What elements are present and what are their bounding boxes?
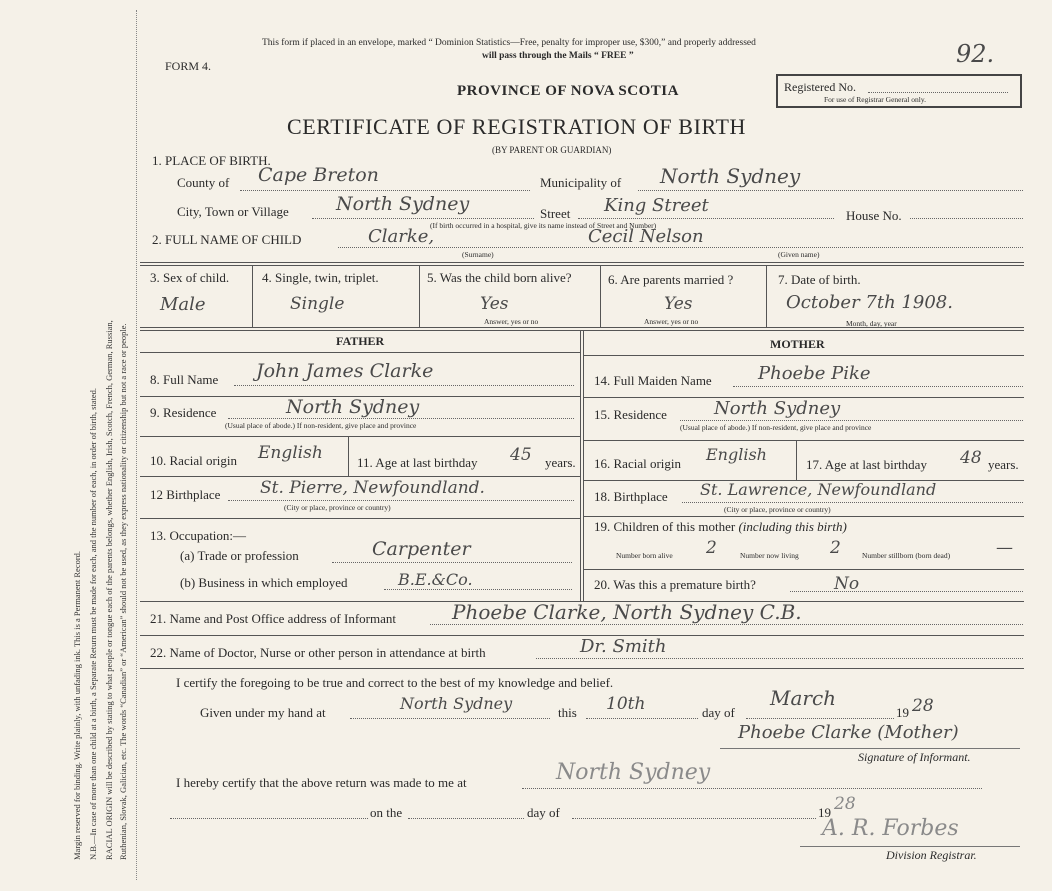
born-alive-value: Yes <box>480 294 509 314</box>
rule-row3-top-2 <box>140 265 1024 266</box>
margin-binding-note: Margin reserved for binding. Write plainly, with unfading ink. This is a Permanent Record. <box>72 550 82 860</box>
children-note: (including this birth) <box>738 519 847 534</box>
rule-attendant <box>140 668 1024 669</box>
registrar-only-note: For use of Registrar General only. <box>824 95 926 104</box>
mother-age-years: years. <box>988 457 1019 472</box>
registrar-day-of: day of <box>527 805 560 820</box>
given-place: North Sydney <box>400 694 513 713</box>
mother-birthplace-caption: (City or place, province or country) <box>724 505 831 514</box>
given-caption: (Given name) <box>778 250 820 259</box>
rule-father-head <box>140 352 580 353</box>
this-day: 10th <box>606 694 646 714</box>
father-name-line <box>234 385 574 386</box>
father-birthplace-caption: (City or place, province or country) <box>284 503 391 512</box>
day-of-label: day of <box>702 705 735 720</box>
sex-label: 3. Sex of child. <box>150 270 230 285</box>
municipality-label: Municipality of <box>540 175 622 190</box>
attendant-label: 22. Name of Doctor, Nurse or other person in attendance at birth <box>150 645 486 660</box>
surname-caption: (Surname) <box>462 250 494 259</box>
mother-residence-label: 15. Residence <box>594 407 667 422</box>
trade-label: (a) Trade or profession <box>180 548 299 563</box>
place-of-birth-label: 1. PLACE OF BIRTH. <box>152 153 271 168</box>
this-day-line <box>586 718 698 719</box>
mother-heading: MOTHER <box>770 337 825 351</box>
father-residence-label: 9. Residence <box>150 405 217 420</box>
rule-row3-v3 <box>600 265 601 327</box>
sheet-number: 92. <box>956 40 995 68</box>
informant-signature-line <box>720 748 1020 749</box>
rule-center-1 <box>580 330 581 601</box>
rule-row3-bottom <box>140 327 1024 328</box>
business-value: B.E.&Co. <box>398 570 473 589</box>
dob-caption: Month, day, year <box>846 319 897 328</box>
month-line <box>746 718 894 719</box>
rule-father-age-sep <box>348 436 349 476</box>
dob-value: October 7th 1908. <box>786 292 953 313</box>
rule-row3-v1 <box>252 265 253 327</box>
rule-row3-v4 <box>766 265 767 327</box>
mother-birthplace-line <box>682 502 1023 503</box>
mail-notice-line1: This form if placed in an envelope, marked “ Dominion Statistics—Free, penalty for improper use, $300,” and properly addressed <box>262 38 756 48</box>
informant-label: 21. Name and Post Office address of Informant <box>150 611 396 626</box>
child-name-label: 2. FULL NAME OF CHILD <box>152 232 302 247</box>
born-alive-label: 5. Was the child born alive? <box>427 270 572 285</box>
margin-nb-note: N.B.—In case of more than one child at a birth, a Separate Return must be made for each, and the number of each, in order of birth, stated. <box>88 387 98 860</box>
city-line <box>312 218 534 219</box>
mother-name: Phoebe Pike <box>758 363 871 384</box>
county-line <box>240 190 530 191</box>
mail-notice-line2: will pass through the Mails “ FREE ” <box>482 51 634 61</box>
registrar-caption: Division Registrar. <box>886 848 977 862</box>
premature-value: No <box>834 574 860 594</box>
father-birthplace-line <box>228 500 574 501</box>
born-alive-count: 2 <box>706 538 717 558</box>
father-birthplace-label: 12 Birthplace <box>150 487 221 502</box>
father-birthplace: St. Pierre, Newfoundland. <box>260 478 485 498</box>
father-age-label: 11. Age at last birthday <box>357 455 478 470</box>
father-residence-caption: (Usual place of abode.) If non-resident, give place and province <box>225 421 417 430</box>
registrar-year-prefix: 19 <box>818 805 831 820</box>
mother-age: 48 <box>960 448 982 468</box>
county-label: County of <box>177 175 230 190</box>
this-label: this <box>558 705 577 720</box>
registered-line <box>868 92 1008 93</box>
city-value: North Sydney <box>336 193 470 215</box>
year-prefix: 19 <box>896 705 909 720</box>
registrar-place-line <box>522 788 982 789</box>
house-label: House No. <box>846 208 902 223</box>
certify-statement: I certify the foregoing to be true and correct to the best of my knowledge and belief. <box>176 675 614 690</box>
informant-line <box>430 624 1023 625</box>
margin-racial-note-1: RACIAL ORIGIN will be described by stating to what people or tongue each of the parents belongs, whether English, Irish, Scotch, French, German, Russian, <box>104 320 114 860</box>
trade-value: Carpenter <box>372 538 471 560</box>
rule-father-2 <box>140 436 580 437</box>
rule-mother-2 <box>583 440 1024 441</box>
father-name: John James Clarke <box>256 360 434 382</box>
father-age: 45 <box>510 445 532 465</box>
margin-racial-note-2: Ruthenian, Slovak, Galician, etc. The words “Canadian” or “American” should not be used, as they express nationality or citizenship but not a race or people. <box>118 323 128 860</box>
dob-label: 7. Date of birth. <box>778 272 861 287</box>
informant-signature-caption: Signature of Informant. <box>858 750 971 764</box>
premature-line <box>790 591 1023 592</box>
rule-mother-4 <box>583 516 1024 517</box>
single-twin-value: Single <box>290 294 345 314</box>
rule-mother-head <box>583 355 1024 356</box>
father-residence-line <box>228 418 574 419</box>
mother-name-label: 14. Full Maiden Name <box>594 373 712 388</box>
registered-label: Registered No. <box>784 80 856 94</box>
registrar-place: North Sydney <box>556 760 711 785</box>
certificate-subtitle: (BY PARENT OR GUARDIAN) <box>492 145 612 155</box>
street-label: Street <box>540 206 571 221</box>
child-given-name: Cecil Nelson <box>588 226 704 247</box>
single-twin-label: 4. Single, twin, triplet. <box>262 270 379 285</box>
mother-birthplace: St. Lawrence, Newfoundland <box>700 480 937 499</box>
father-residence: North Sydney <box>286 396 420 418</box>
stillborn-count-label: Number stillborn (born dead) <box>862 551 951 560</box>
father-name-label: 8. Full Name <box>150 372 219 387</box>
city-label: City, Town or Village <box>177 204 289 219</box>
given-under-label: Given under my hand at <box>200 705 326 720</box>
registrar-on-the: on the <box>370 805 403 820</box>
father-heading: FATHER <box>336 334 385 348</box>
born-alive-count-label: Number born alive <box>616 551 673 560</box>
registrar-signature: A. R. Forbes <box>822 816 959 841</box>
mother-name-line <box>733 386 1023 387</box>
father-age-years: years. <box>545 455 576 470</box>
form-number: FORM 4. <box>165 59 212 73</box>
rule-center-2 <box>583 330 584 601</box>
mother-age-label: 17. Age at last birthday <box>806 457 927 472</box>
mother-residence-caption: (Usual place of abode.) If non-resident, give place and province <box>680 423 872 432</box>
municipality-value: North Sydney <box>660 164 801 188</box>
premature-label: 20. Was this a premature birth? <box>594 577 756 592</box>
mother-birthplace-label: 18. Birthplace <box>594 489 668 504</box>
registrar-signature-line <box>800 846 1020 847</box>
born-alive-caption: Answer, yes or no <box>484 317 539 326</box>
sex-value: Male <box>160 294 206 315</box>
registrar-year: 28 <box>834 794 856 814</box>
business-label: (b) Business in which employed <box>180 575 348 590</box>
informant-value: Phoebe Clarke, North Sydney C.B. <box>452 600 802 624</box>
rule-row3-bottom-2 <box>140 330 1024 331</box>
street-line <box>578 218 834 219</box>
business-line <box>384 589 572 590</box>
parents-married-value: Yes <box>664 294 693 314</box>
registrar-certify-line: I hereby certify that the above return was made to me at <box>176 775 467 790</box>
rule-mother-age-sep <box>796 440 797 480</box>
child-surname: Clarke, <box>368 226 435 247</box>
province-heading: PROVINCE OF NOVA SCOTIA <box>457 83 679 99</box>
rule-row3-top <box>140 262 1024 263</box>
father-racial: English <box>258 443 323 463</box>
registrar-day-line <box>408 818 524 819</box>
occupation-label: 13. Occupation:— <box>150 528 247 543</box>
street-value: King Street <box>604 195 709 216</box>
father-racial-label: 10. Racial origin <box>150 453 238 468</box>
child-name-line <box>338 247 1023 248</box>
informant-signature: Phoebe Clarke (Mother) <box>738 722 959 743</box>
county-value: Cape Breton <box>258 164 379 186</box>
hospital-note: (If birth occurred in a hospital, give its name instead of Street and Number) <box>430 221 657 230</box>
registrar-month-line <box>572 818 816 819</box>
mother-racial-label: 16. Racial origin <box>594 456 682 471</box>
registrar-date-line <box>170 818 368 819</box>
parents-married-label: 6. Are parents married ? <box>608 272 734 287</box>
trade-line <box>332 562 572 563</box>
municipality-line <box>638 190 1023 191</box>
attendant-line <box>536 658 1023 659</box>
living-count: 2 <box>830 538 841 558</box>
rule-row3-v2 <box>419 265 420 327</box>
children-label-text: 19. Children of this mother <box>594 519 736 534</box>
year-value: 28 <box>912 696 934 716</box>
living-count-label: Number now living <box>740 551 799 560</box>
rule-father-3 <box>140 476 580 477</box>
rule-mother-5 <box>583 569 1024 570</box>
binding-margin-line <box>136 10 137 880</box>
parents-married-caption: Answer, yes or no <box>644 317 699 326</box>
mother-residence-line <box>680 420 1023 421</box>
children-label <box>594 519 847 535</box>
certificate-title: CERTIFICATE OF REGISTRATION OF BIRTH <box>287 114 746 139</box>
mother-residence: North Sydney <box>714 398 841 419</box>
house-line <box>910 218 1023 219</box>
mother-racial: English <box>706 445 767 464</box>
given-place-line <box>350 718 550 719</box>
rule-father-4 <box>140 518 580 519</box>
attendant-value: Dr. Smith <box>580 636 667 657</box>
stillborn-count: — <box>996 538 1013 558</box>
month-value: March <box>770 686 837 710</box>
